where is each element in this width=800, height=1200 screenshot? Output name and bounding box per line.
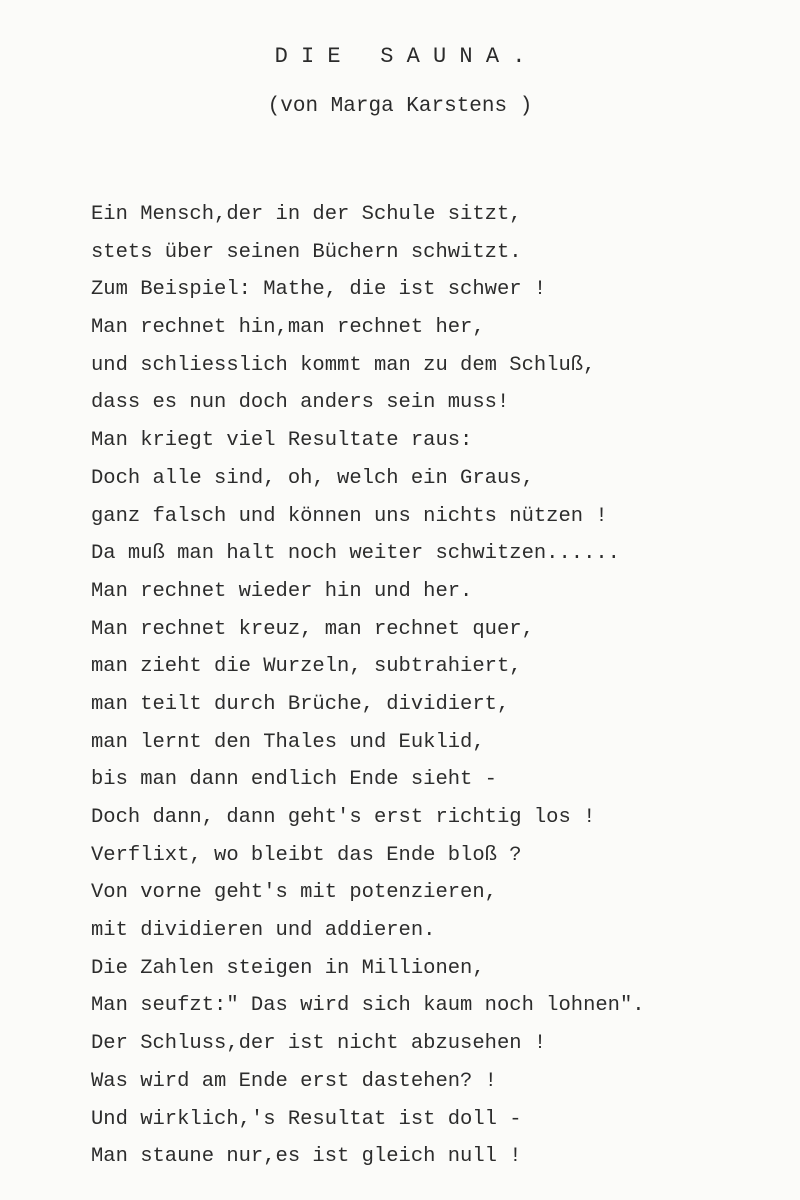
poem-line: man teilt durch Brüche, dividiert,: [91, 692, 510, 716]
poem-line: Verflixt, wo bleibt das Ende bloß ?: [91, 843, 522, 867]
poem-line: man lernt den Thales und Euklid,: [91, 730, 485, 754]
poem-line: stets über seinen Büchern schwitzt.: [91, 240, 522, 264]
poem-line: Man rechnet kreuz, man rechnet quer,: [91, 617, 534, 641]
poem-line: mit dividieren und addieren.: [91, 919, 436, 943]
poem-line: Was wird am Ende erst dastehen? !: [91, 1069, 497, 1093]
poem-line: Doch alle sind, oh, welch ein Graus,: [91, 466, 534, 490]
poem-line: Doch dann, dann geht's erst richtig los !: [91, 806, 596, 829]
poem-line: Der Schluss,der ist nicht abzusehen !: [91, 1032, 547, 1056]
poem-title: D I E S A U N A .: [274, 44, 526, 69]
poem-line: Man kriegt viel Resultate raus:: [91, 429, 473, 453]
poem-line: bis man dann endlich Ende sieht -: [91, 768, 497, 792]
poem-line: und schliesslich kommt man zu dem Schluß,: [91, 353, 596, 377]
poem-author: (von Marga Karstens ): [267, 95, 533, 118]
poem-line: Die Zahlen steigen in Millionen,: [91, 956, 485, 980]
poem-line: Von vorne geht's mit potenzieren,: [91, 881, 497, 905]
poem-line: dass es nun doch anders sein muss!: [91, 391, 510, 415]
poem-line: man zieht die Wurzeln, subtrahiert,: [91, 655, 522, 679]
poem-line: Und wirklich,'s Resultat ist doll -: [91, 1107, 522, 1131]
poem-line: Man staune nur,es ist gleich null !: [91, 1145, 522, 1169]
poem-line: ganz falsch und können uns nichts nützen !: [91, 504, 608, 528]
poem-line: Ein Mensch,der in der Schule sitzt,: [91, 203, 522, 226]
poem-line: Zum Beispiel: Mathe, die ist schwer !: [91, 278, 547, 302]
poem-line: Man rechnet hin,man rechnet her,: [91, 316, 485, 340]
poem-line: Man seufzt:" Das wird sich kaum noch lohnen".: [91, 994, 645, 1018]
poem-body: [91, 196, 791, 1176]
poem-line: Man rechnet wieder hin und her.: [91, 579, 473, 603]
poem-line: Da muß man halt noch weiter schwitzen......: [91, 542, 620, 566]
